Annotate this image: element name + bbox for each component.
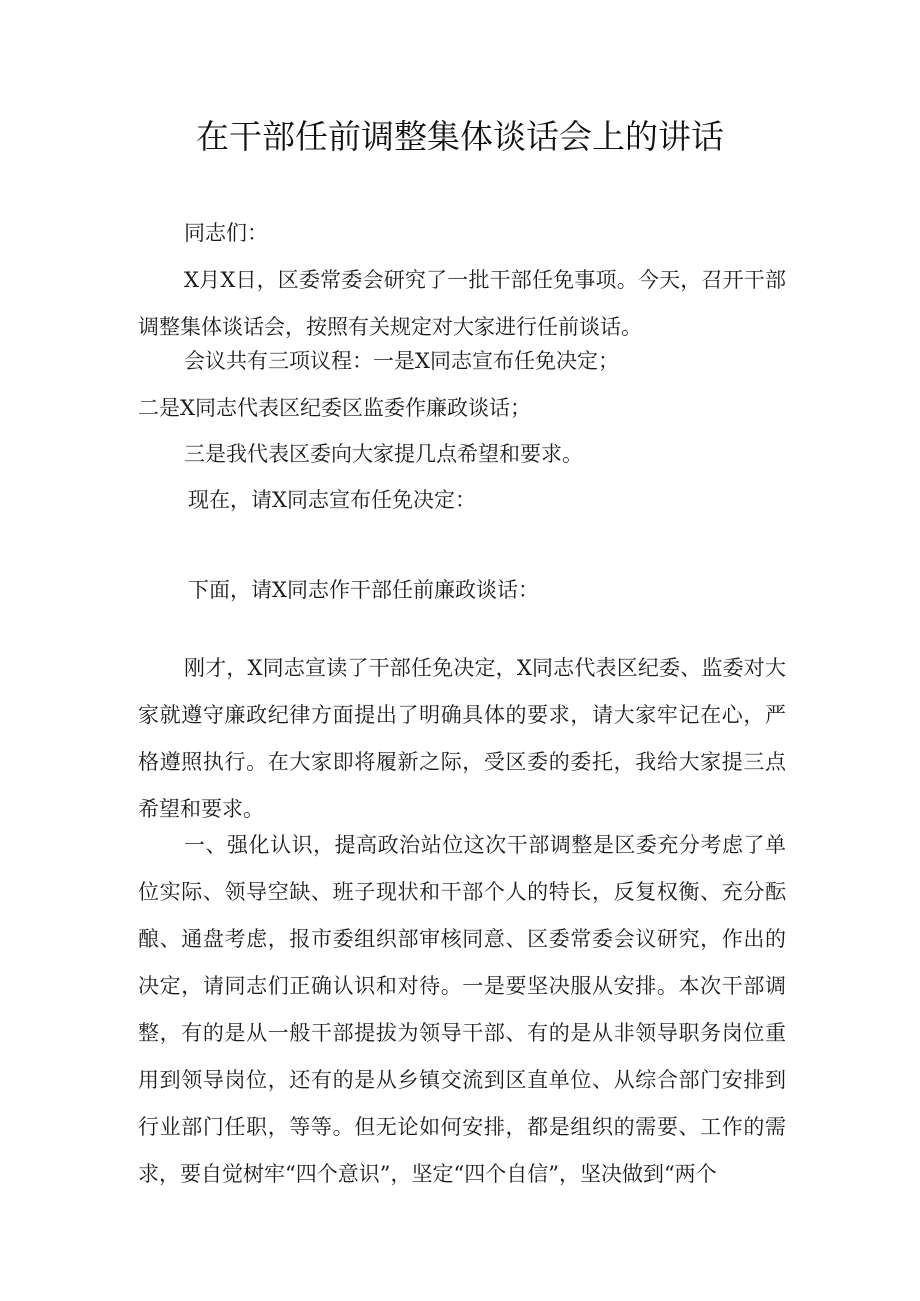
next-speaker-line: 下面，请X同志作干部任前廉政谈话：	[188, 578, 539, 602]
agenda-item-3: 三是我代表区委向大家提几点希望和要求。	[184, 442, 583, 466]
paragraph-remarks: 刚才，X同志宣读了干部任免决定，X同志代表区纪委、监委对大家就遵守廉政纪律方面提出了明确具体的要求，请大家牢记在心，严格遵照执行。在大家即将履新之际，受区委的委托，我给大家提三点希望和要求。	[138, 656, 786, 821]
announce-line: 现在，请X同志宣布任免决定：	[188, 488, 476, 512]
paragraph-opening: X月X日，区委常委会研究了一批干部任免事项。今天，召开干部调整集体谈话会，按照有关规定对大家进行任前谈话。	[138, 268, 786, 339]
salutation: 同志们：	[184, 221, 268, 245]
agenda-item-2: 二是X同志代表区纪委区监委作廉政谈话；	[138, 396, 531, 420]
document-title: 在干部任前调整集体谈话会上的讲话	[196, 117, 724, 156]
agenda-intro: 会议共有三项议程：一是X同志宣布任免决定；	[184, 349, 619, 373]
paragraph-section-one: 一、强化认识，提高政治站位这次干部调整是区委充分考虑了单位实际、领导空缺、班子现状和干部个人的特长，反复权衡、充分酝酿、通盘考虑，报市委组织部审核同意、区委常委会议研究，作出的决定，请同志们正确认识和对待。一是要坚决服从安排。本次干部调整，有的是从一般干部提拔为领导干部、有的是从非领导职务岗位重用到领导岗位，还有的是从乡镇交流到区直单位、从综合部门安排到行业部门任职，等等。但无论如何安排，都是组织的需要、工作的需求，要自觉树牢“四个意识”，坚定“四个自信”，坚决做到“两个	[138, 833, 786, 1186]
